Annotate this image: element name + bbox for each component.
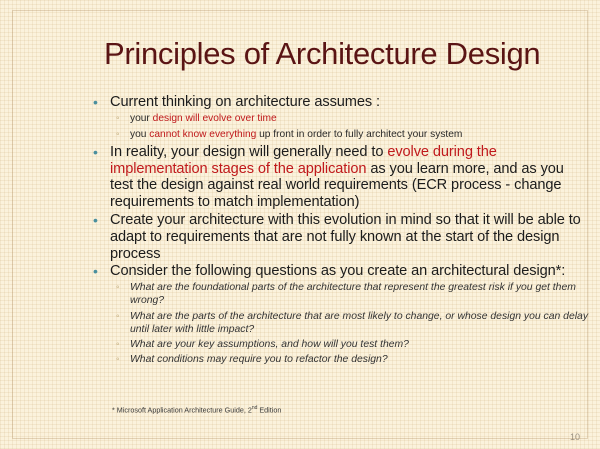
bullet-pre: In reality, your design will generally need to xyxy=(110,143,388,160)
bullet-consider-questions xyxy=(90,263,588,280)
question-text: What conditions may require you to refactor the design? xyxy=(130,354,388,366)
question-item xyxy=(90,310,588,336)
sub-bullet-post: up front in order to fully architect your system xyxy=(256,128,463,140)
slide-content xyxy=(90,94,588,368)
question-item xyxy=(90,338,588,351)
footnote xyxy=(112,405,281,414)
footnote-post: Edition xyxy=(257,405,282,415)
sub-bullet-icon: ◦ xyxy=(116,112,120,124)
bullet-icon: • xyxy=(93,263,98,280)
sub-bullet-icon: ◦ xyxy=(116,282,120,294)
sub-bullet-icon: ◦ xyxy=(116,128,120,140)
sub-bullet-icon: ◦ xyxy=(116,354,120,366)
bullet-text: Current thinking on architecture assumes : xyxy=(110,94,380,110)
slide-title: Principles of Architecture Design xyxy=(104,36,541,71)
bullet-current-thinking xyxy=(90,94,588,111)
bullet-post: as you learn more, and as you test the design against real world requirements (ECR process - change requirements to match implementation) xyxy=(110,160,564,211)
bullet-create-architecture xyxy=(90,212,588,262)
bullet-text: Create your architecture with this evolution in mind so that it will be able to adapt to requirements that are not fully known at the start of the design process xyxy=(110,211,581,262)
question-text: What are the parts of the architecture that are most likely to change, or whose design you can delay until later with little impact? xyxy=(130,310,589,335)
bullet-highlight: evolve during the implementation stages of the application xyxy=(110,143,497,177)
question-text: What are the foundational parts of the architecture that represent the greatest risk if you get them wrong? xyxy=(130,282,576,307)
bullet-icon: • xyxy=(93,211,98,228)
question-item xyxy=(90,281,588,307)
sub-bullet-cannot-know xyxy=(90,128,588,142)
footnote-sup: nd xyxy=(251,405,258,411)
bullet-icon: • xyxy=(93,143,98,160)
question-text: What are your key assumptions, and how will you test them? xyxy=(130,338,409,350)
sub-bullet-pre: your xyxy=(130,112,153,124)
sub-bullet-icon: ◦ xyxy=(116,310,120,322)
bullet-icon: • xyxy=(93,94,98,110)
sub-bullet-evolve xyxy=(90,112,588,126)
sub-bullet-icon: ◦ xyxy=(116,338,120,350)
bullet-in-reality xyxy=(90,144,588,211)
question-item xyxy=(90,353,588,366)
bullet-text: Consider the following questions as you create an architectural design*: xyxy=(110,263,566,280)
sub-bullet-pre: you xyxy=(130,128,150,140)
sub-bullet-highlight: cannot know everything xyxy=(149,128,257,140)
page-number: 10 xyxy=(569,432,580,442)
footnote-pre: * Microsoft Application Architecture Guide, 2 xyxy=(112,405,252,415)
sub-bullet-highlight: design will evolve over time xyxy=(152,112,277,124)
